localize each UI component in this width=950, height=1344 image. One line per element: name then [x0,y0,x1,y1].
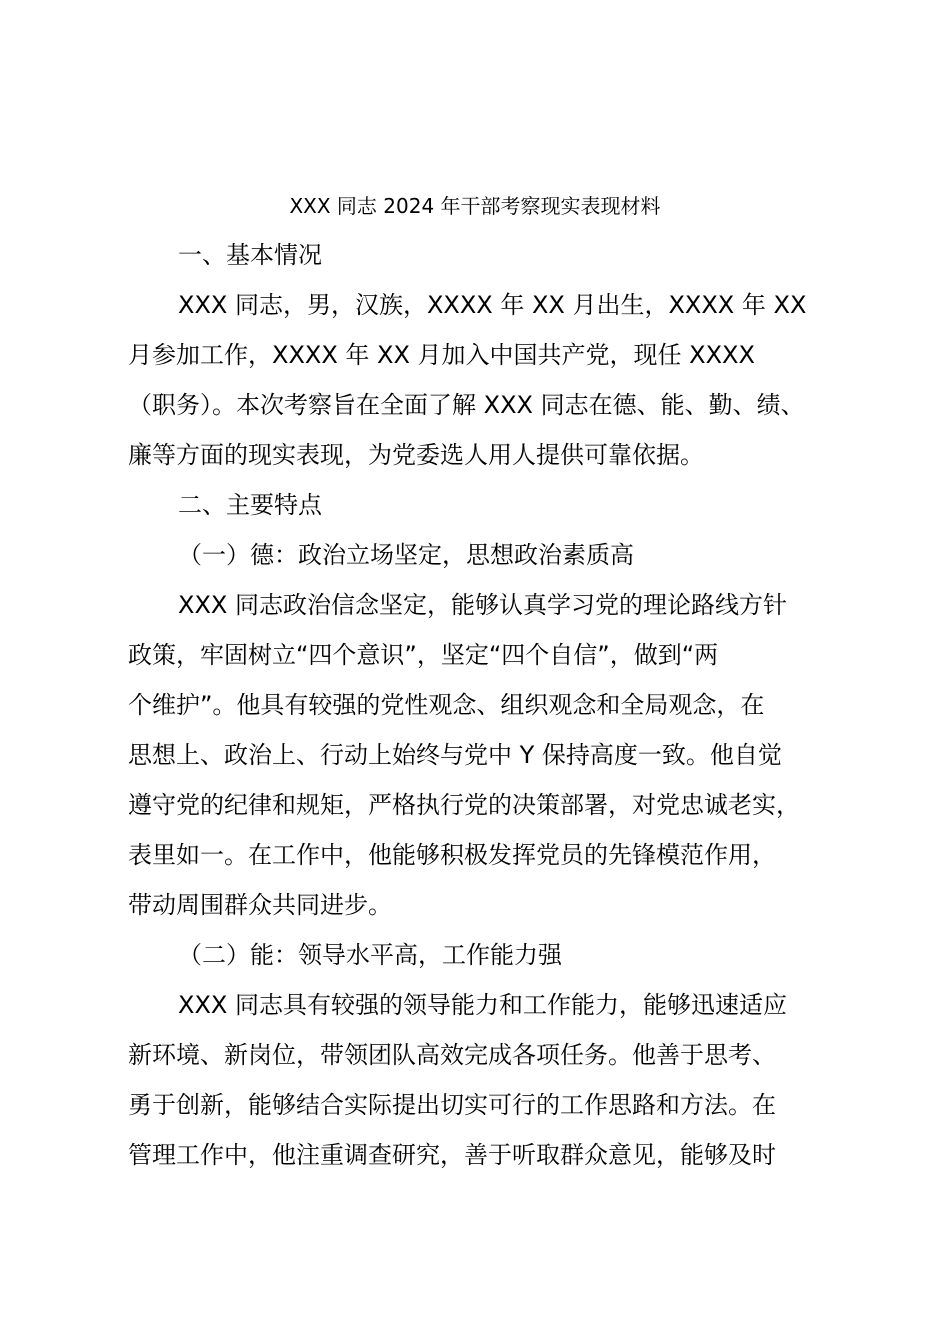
text-line: 思想上、政治上、行动上始终与党中 Y 保持高度一致。他自觉 [128,741,782,769]
text-line: （二）能：领导水平高，工作能力强 [178,941,562,969]
text-line: XXX 同志具有较强的领导能力和工作能力，能够迅速适应 [178,991,787,1019]
text-line: XXX 同志政治信念坚定，能够认真学习党的理论路线方针 [178,591,787,619]
text-line: （职务）。本次考察旨在全面了解 XXX 同志在德、能、勤、绩、 [128,391,805,419]
text-line: 带动周围群众共同进步。 [128,891,392,919]
text-line: 政策，牢固树立“四个意识”，坚定“四个自信”，做到“两 [128,641,719,669]
text-line: 月参加工作，XXXX 年 XX 月加入中国共产党，现任 XXXX [128,341,755,369]
text-line: （一）德：政治立场坚定，思想政治素质高 [178,541,634,569]
document-body [128,230,828,1180]
text-line: 表里如一。在工作中，他能够积极发挥党员的先锋模范作用， [128,841,776,869]
text-line: 新环境、新岗位，带领团队高效完成各项任务。他善于思考、 [128,1041,776,1069]
text-line: XXX 同志，男，汉族，XXXX 年 XX 月出生，XXXX 年 XX [178,291,807,319]
text-line: 个维护”。他具有较强的党性观念、组织观念和全局观念，在 [128,691,765,719]
text-line: 二、主要特点 [178,491,322,519]
document-title: XXX 同志 2024 年干部考察现实表现材料 [289,194,661,218]
text-line: 廉等方面的现实表现，为党委选人用人提供可靠依据。 [128,441,704,469]
text-line: 一、基本情况 [178,241,322,269]
text-line: 勇于创新，能够结合实际提出切实可行的工作思路和方法。在 [128,1091,776,1119]
text-line: 管理工作中，他注重调查研究，善于听取群众意见，能够及时 [128,1141,776,1169]
text-line: 遵守党的纪律和规矩，严格执行党的决策部署，对党忠诚老实， [128,791,800,819]
